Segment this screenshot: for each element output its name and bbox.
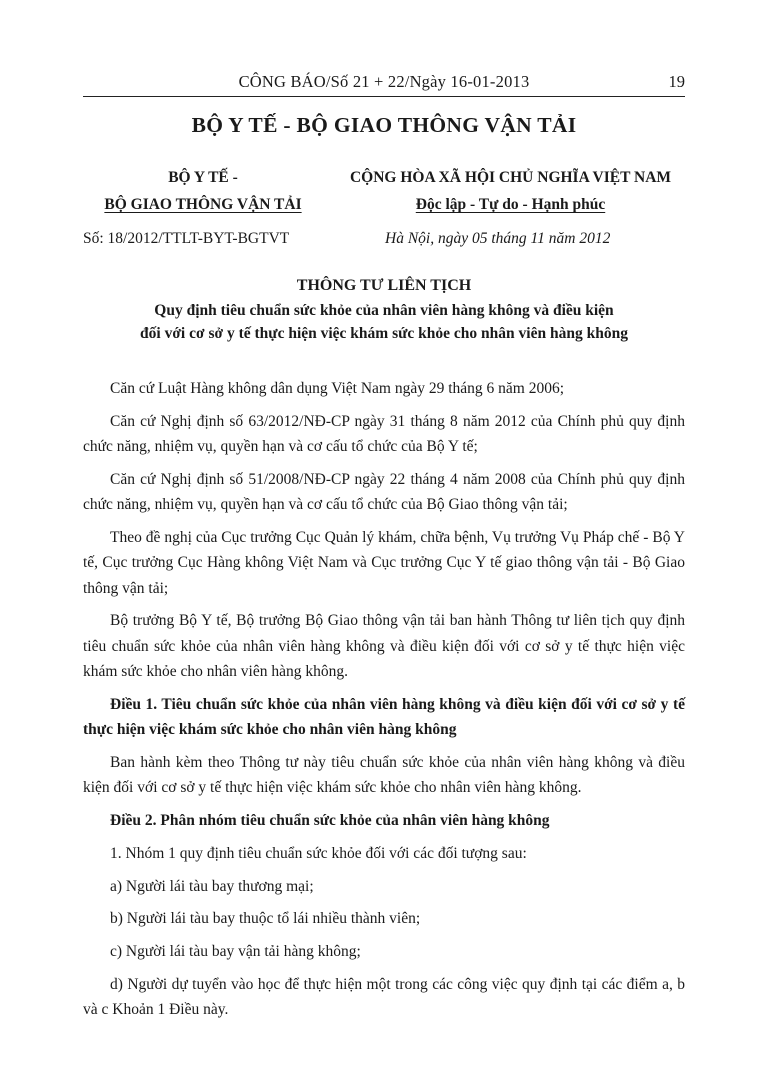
preamble-paragraph: Theo đề nghị của Cục trưởng Cục Quản lý khám, chữa bệnh, Vụ trưởng Vụ Pháp chế - Bộ Y tế, Cục trưởng Cục Hàng không Việt Nam và Cục trưởng Cục Y tế giao thông vận tải - Bộ Giao thông vận tải; [83, 528, 685, 597]
article-2-subitem: b) Người lái tàu bay thuộc tổ lái nhiều thành viên; [110, 910, 421, 928]
document-number: Số: 18/2012/TTLT-BYT-BGTVT [83, 230, 290, 247]
ministry-banner: BỘ Y TẾ - BỘ GIAO THÔNG VẬN TẢI [191, 113, 577, 137]
article-2-heading: Điều 2. Phân nhóm tiêu chuẩn sức khỏe của nhân viên hàng không [110, 811, 550, 829]
document-title: THÔNG TƯ LIÊN TỊCH [296, 277, 472, 294]
article-2-subitem: c) Người lái tàu bay vận tải hàng không; [110, 943, 361, 961]
gazette-header: CÔNG BÁO/Số 21 + 22/Ngày 16-01-2013 [238, 72, 530, 91]
running-header [83, 70, 685, 97]
article-2-subitem: a) Người lái tàu bay thương mại; [110, 877, 314, 895]
document-subtitle [83, 299, 685, 345]
subtitle-line-2: đối với cơ sở y tế thực hiện việc khám sức khỏe cho nhân viên hàng không [140, 325, 628, 342]
article-1-body: Ban hành kèm theo Thông tư này tiêu chuẩn sức khỏe của nhân viên hàng không và điều kiện đối với cơ sở y tế thực hiện việc khám sức khỏe cho nhân viên hàng không. [83, 753, 685, 797]
issuer-line-2: BỘ GIAO THÔNG VẬN TẢI [104, 196, 302, 213]
article-2-item: 1. Nhóm 1 quy định tiêu chuẩn sức khỏe đối với các đối tượng sau: [110, 844, 527, 862]
preamble-paragraph: Bộ trưởng Bộ Y tế, Bộ trưởng Bộ Giao thông vận tải ban hành Thông tư liên tịch quy định tiêu chuẩn sức khỏe của nhân viên hàng không và điều kiện đối với cơ sở y tế thực hiện việc khám sức khỏe cho nhân viên hàng không. [83, 612, 685, 680]
preamble-paragraph: Căn cứ Luật Hàng không dân dụng Việt Nam ngày 29 tháng 6 năm 2006; [110, 380, 565, 397]
preamble-paragraph: Căn cứ Nghị định số 63/2012/NĐ-CP ngày 31 tháng 8 năm 2012 của Chính phủ quy định chức năng, nhiệm vụ, quyền hạn và cơ cấu tổ chức của Bộ Y tế; [83, 412, 685, 456]
place-and-date: Hà Nội, ngày 05 tháng 11 năm 2012 [385, 230, 611, 247]
issuer-line-1: BỘ Y TẾ - [168, 169, 238, 186]
national-motto [333, 164, 688, 218]
subtitle-line-1: Quy định tiêu chuẩn sức khỏe của nhân viên hàng không và điều kiện [154, 302, 614, 319]
republic-name: CỘNG HÒA XÃ HỘI CHỦ NGHĨA VIỆT NAM [349, 169, 672, 186]
preamble-paragraph: Căn cứ Nghị định số 51/2008/NĐ-CP ngày 22 tháng 4 năm 2008 của Chính phủ quy định chức năng, nhiệm vụ, quyền hạn và cơ cấu tổ chức của Bộ Giao thông vận tải; [83, 470, 685, 514]
article-2-subitem: d) Người dự tuyển vào học để thực hiện một trong các công việc quy định tại các điểm a, b và c Khoản 1 Điều này. [83, 975, 685, 1019]
article-1-heading: Điều 1. Tiêu chuẩn sức khỏe của nhân viên hàng không và điều kiện đối với cơ sở y tế thực hiện việc khám sức khỏe cho nhân viên hàng không [83, 695, 685, 739]
motto-line: Độc lập - Tự do - Hạnh phúc [415, 196, 606, 213]
page-number: 19 [668, 72, 685, 91]
document-body [83, 376, 685, 1030]
issuing-authority [78, 164, 328, 218]
